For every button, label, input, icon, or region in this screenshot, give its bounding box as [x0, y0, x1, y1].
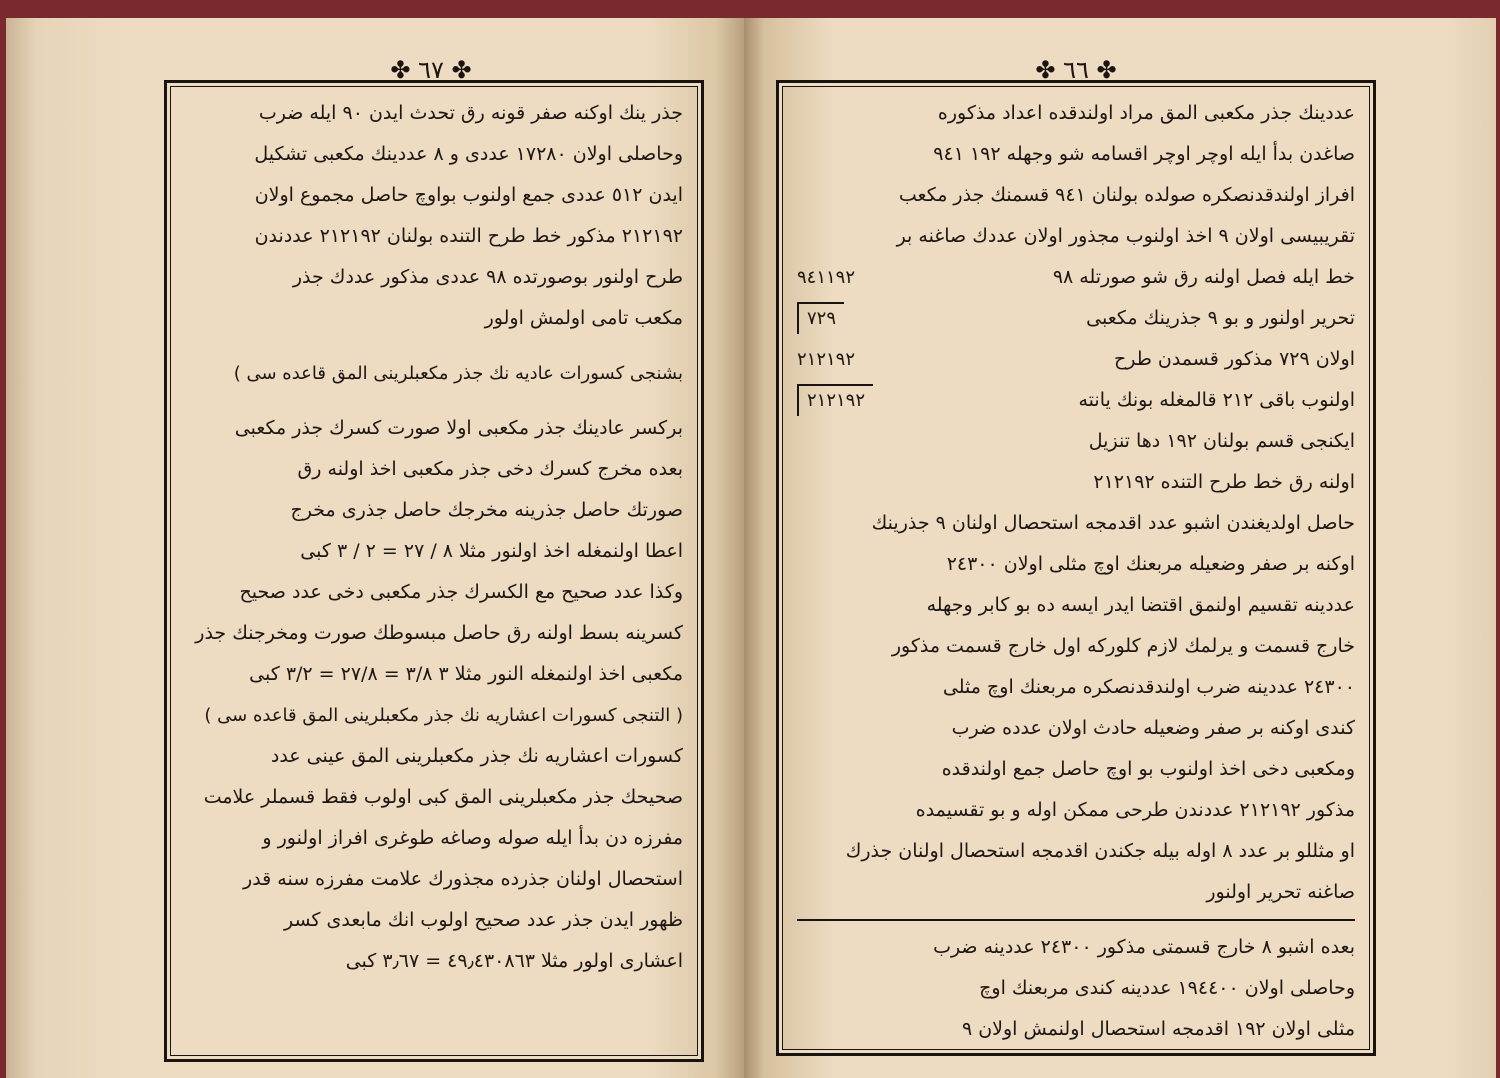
text-line: مفرزه دن بدأ ايله صوله وصاغه طوغری افراز اولنور و	[262, 827, 683, 849]
text-line: طرح اولنور بوصورتده ٩٨ عددی مذكور عددك جذر	[292, 266, 683, 288]
calc-number: ٢١٢١٩٢	[797, 380, 917, 421]
text-line: افراز اولندقدنصكره صولده بولنان ٩٤١ قسمنك جذر مكعب	[898, 184, 1355, 206]
right-text-frame	[776, 80, 1376, 1056]
calc-number: ٩٤١١٩٢	[797, 267, 856, 288]
ornament-icon: ✤	[451, 56, 472, 84]
text-line: اعطا اولنمغله اخذ اولنور مثلا ٨ / ٢٧ = ٢ / ٣ كبی	[300, 540, 683, 562]
text-line: عددينك جذر مكعبی المق مراد اولندقده اعداد مذكوره	[937, 102, 1355, 124]
text-line: ٢١٢١٩٢ مذكور خط طرح التنده بولنان ٢١٢١٩٢ عددندن	[254, 225, 683, 247]
text-line: صاغنه تحرير اولنور	[1206, 881, 1355, 903]
text-line: تقريبيسی اولان ٩ اخذ اولنوب مجذور اولان عددك صاغنه بر	[896, 225, 1355, 247]
text-line: اولنه رق خط طرح التنده ٢١٢١٩٢	[1093, 471, 1355, 493]
text-line: ومكعبی دخی اخذ اولنوب بو اوچ حاصل جمع اولندقده	[941, 758, 1355, 780]
calc-row	[797, 298, 1355, 339]
left-page	[6, 18, 744, 1078]
text-line: اولان ٧٢٩ مذكور قسمدن طرح	[1113, 348, 1355, 370]
text-line: وحاصلی اولان ١٩٤٤٠٠ عددينه كندی مربعنك اوچ	[979, 977, 1355, 999]
text-line: عددينه تقسيم اولنمق اقتضا ايدر ايسه ده بو كابر وجهله	[926, 594, 1355, 616]
text-line: صورتك حاصل جذرينه مخرجك حاصل جذری مخرج	[290, 499, 683, 521]
text-line: ظهور ايدن جذر عدد صحيح اولوب انك مابعدی كسر	[283, 909, 683, 931]
text-line: ٢٤٣٠٠ عددينه ضرب اولندقدنصكره مربعنك اوچ مثلی	[942, 676, 1355, 698]
calc-number: ٧٢٩	[797, 298, 917, 339]
calc-row	[797, 339, 1355, 380]
open-book	[6, 18, 1496, 1078]
text-line: تحرير اولنور و بو ٩ جذرينك مكعبی	[1086, 307, 1355, 329]
text-line: مكعبی اخذ اولنمغله النور مثلا ٣ ٣/٨ = ٢٧/٨ = ٣/٢ كبی	[249, 663, 683, 685]
text-line: مثلی اولان ١٩٢ اقدمجه استحصال اولنمش اولان ٩	[961, 1018, 1355, 1040]
text-line: ايدن ٥١٢ عددی جمع اولنوب بواوچ حاصل مجموع اولان	[254, 184, 683, 206]
text-line: وكذا عدد صحيح مع الكسرك جذر مكعبی دخی عدد صحيح	[239, 581, 683, 603]
text-line: كسورات اعشاريه نك جذر مكعبلرينی المق عينی عدد	[270, 745, 683, 767]
text-line: بعده مخرج كسرك دخی جذر مكعبی اخذ اولنه رق	[297, 458, 683, 480]
left-page-number: ✤ ٦٧ ✤	[390, 56, 472, 84]
right-page-number: ✤ ٦٦ ✤	[1035, 56, 1117, 84]
left-text-frame	[164, 80, 704, 1062]
text-line: صاغدن بدأ ايله اوچر اوچر اقسامه شو وجهله ١٩٢ ٩٤١	[933, 143, 1355, 165]
calc-row	[797, 380, 1355, 421]
text-line: اولنوب باقی ٢١٢ قالمغله بونك يانته	[1078, 389, 1355, 411]
text-line: مكعب تامی اولمش اولور	[484, 307, 683, 329]
text-line: او مثللو بر عدد ٨ اوله بيله جكندن اقدمجه استحصال اولنان جذرك	[845, 840, 1355, 862]
section-heading: ( التنجی كسورات اعشاريه نك جذر مكعبلرينی المق قاعده سی )	[204, 705, 683, 726]
text-line: كسرينه بسط اولنه رق حاصل مبسوطك صورت ومخرجنك جذر	[195, 622, 683, 644]
text-line: خط ايله فصل اولنه رق شو صورتله ٩٨	[1052, 266, 1355, 288]
text-line: وحاصلی اولان ١٧٢٨٠ عددی و ٨ عددينك مكعبی تشكيل	[254, 143, 683, 165]
text-line: اوكنه بر صفر وضعيله مربعنك اوچ مثلی اولان ٢٤٣٠٠	[946, 553, 1355, 575]
text-line: اعشاری اولور مثلا ٤٩٫٤٣٠٨٦٣ = ٣٫٦٧ كبی	[345, 950, 683, 972]
text-line: صحيحك جذر مكعبلرينی المق كبی اولوب فقط قسملر علامت	[203, 786, 683, 808]
right-page	[744, 18, 1496, 1078]
divider	[797, 919, 1355, 921]
ornament-icon: ✤	[1035, 56, 1056, 84]
section-heading: بشنجی كسورات عاديه نك جذر مكعبلرينی المق قاعده سی )	[233, 363, 683, 384]
ornament-icon: ✤	[1096, 56, 1117, 84]
text-line: كندی اوكنه بر صفر وضعيله حادث اولان عدده ضرب	[951, 717, 1355, 739]
text-line: بركسر عادينك جذر مكعبی اولا صورت كسرك جذر مكعبی	[234, 417, 683, 439]
text-line: استحصال اولنان جذرده مجذورك علامت مفرزه سنه قدر	[243, 868, 683, 890]
text-line: جذر ينك اوكنه صفر قونه رق تحدث ايدن ٩٠ ايله ضرب	[258, 102, 683, 124]
text-line: خارج قسمت و يرلمك لازم كلوركه اول خارج قسمت مذكور	[891, 635, 1355, 657]
text-line: مذكور ٢١٢١٩٢ عددندن طرحی ممكن اوله و بو تقسيمده	[915, 799, 1355, 821]
ornament-icon: ✤	[390, 56, 411, 84]
text-line: ايكنجی قسم بولنان ١٩٢ دها تنزيل	[1088, 430, 1355, 452]
text-line: حاصل اولديغندن اشبو عدد اقدمجه استحصال اولنان ٩ جذرينك	[871, 512, 1355, 534]
calc-row	[797, 257, 1355, 298]
text-line: بعده اشبو ٨ خارج قسمتی مذكور ٢٤٣٠٠ عددينه ضرب	[933, 936, 1355, 958]
calc-number: ٢١٢١٩٢	[797, 349, 856, 370]
